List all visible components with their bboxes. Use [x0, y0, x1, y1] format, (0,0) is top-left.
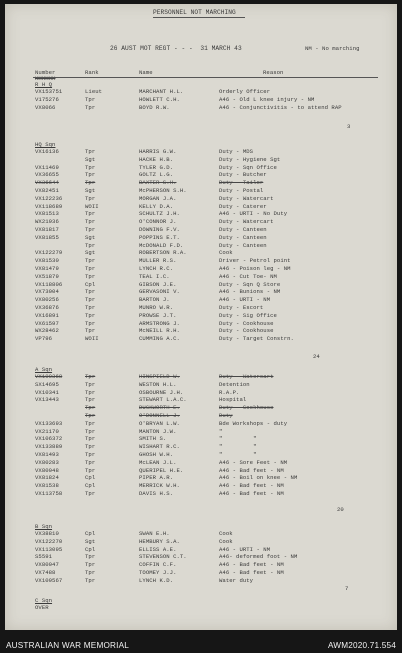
- cell-rank: Tpr: [85, 265, 96, 272]
- cell-no: VX13443: [35, 396, 59, 404]
- cell-name: PIPER A.R.: [139, 474, 174, 482]
- cell-name: GERVASONI V.: [139, 288, 180, 296]
- cell-rank: Cpl: [85, 280, 96, 288]
- cell-name: MULLER R.S.: [139, 257, 177, 265]
- cell-no: V175276: [35, 95, 59, 103]
- cell-name: SWAN E.H.: [139, 530, 170, 537]
- cell-reason: Driver - Petrol point: [219, 257, 291, 265]
- cell-name: OSBOURNE J.H.: [139, 388, 184, 396]
- cell-reason: Duty - Tailor: [219, 179, 264, 187]
- cell-reason: Duty - Cookhouse: [219, 327, 274, 335]
- cell-no: VX80048: [35, 466, 59, 474]
- cell-rank: Sgt: [85, 249, 96, 257]
- cell-reason: Detention: [219, 380, 250, 388]
- cell-reason: A46 - Old L knee injury - NM: [219, 95, 315, 103]
- cell-reason: Cook: [219, 249, 233, 257]
- cell-rank: Sgt: [85, 233, 96, 241]
- cell-no: WX28462: [35, 327, 59, 335]
- cell-name: LYNCH K.D.: [139, 576, 174, 584]
- cell-rank: Tpr: [85, 561, 96, 569]
- cell-reason: A46- deformed foot - NM: [219, 553, 298, 561]
- cell-rank: WOII: [85, 335, 99, 343]
- cell-no: VX100368: [35, 373, 63, 380]
- cell-rank: Tpr: [85, 194, 96, 202]
- cell-no: VX118689: [35, 202, 63, 210]
- cell-reason: Duty - Cookhouse: [219, 404, 274, 412]
- cell-reason: Duty - Canteen: [219, 226, 267, 233]
- cell-reason: Duty - Sqn Office: [219, 163, 277, 171]
- cell-reason: A46 - URTI - NM: [219, 545, 271, 553]
- cell-name: LYNCH R.C.: [139, 265, 174, 272]
- cell-no: VX8066: [35, 103, 56, 111]
- cell-reason: Orderly Officer: [219, 88, 271, 95]
- cell-name: STEWART L.A.C.: [139, 396, 187, 404]
- cell-reason: Duty - Hygiene Sgt: [219, 155, 281, 163]
- cell-rank: Tpr: [85, 272, 96, 280]
- cell-rank: Tpr: [85, 490, 96, 497]
- cell-rank: Tpr: [85, 380, 96, 388]
- cell-reason: Cook: [219, 530, 233, 537]
- cell-name: ROBERTSON R.A.: [139, 249, 187, 257]
- cell-rank: Sgt: [85, 155, 96, 163]
- cell-name: ELLISS A.E.: [139, 545, 177, 553]
- cell-name: PROWSE J.T.: [139, 311, 177, 319]
- cell-no: VX36644: [35, 179, 59, 187]
- cell-name: O'CONNOR J.: [139, 218, 177, 226]
- cell-rank: Tpr: [85, 373, 96, 380]
- cell-name: TEAL I.C.: [139, 272, 170, 280]
- cell-reason: Bde Workshops - duty: [219, 419, 288, 427]
- document-subtitle: 26 AUST MOT REGT - - - 31 MARCH 43: [110, 45, 242, 52]
- cell-no: VP796: [35, 335, 53, 343]
- cell-name: HACKE H.B.: [139, 155, 174, 163]
- cell-no: VX51879: [35, 272, 59, 280]
- cell-rank: Cpl: [85, 530, 96, 537]
- title-underline: [153, 17, 245, 18]
- cell-name: McPHERSON S.H.: [139, 187, 187, 194]
- page-total-b-sqn: 7: [345, 585, 349, 592]
- cell-rank: Tpr: [85, 458, 96, 466]
- cell-rank: Tpr: [85, 466, 96, 474]
- cell-no: VX73004: [35, 288, 59, 296]
- cell-rank: Tpr: [85, 226, 96, 233]
- cell-no: VX81538: [35, 482, 59, 490]
- cell-name: GIBSON J.E.: [139, 280, 177, 288]
- cell-no: VX118806: [35, 280, 63, 288]
- cell-no: VX80047: [35, 561, 59, 569]
- cell-rank: Sgt: [85, 537, 96, 545]
- cell-rank: Sgt: [85, 187, 96, 194]
- cell-rank: Tpr: [85, 257, 96, 265]
- cell-name: DOWNING F.V.: [139, 226, 180, 233]
- cell-no: VX109567: [35, 576, 63, 584]
- cell-no: VX61597: [35, 319, 59, 327]
- cell-no: VX38810: [35, 530, 59, 537]
- cell-name: WESTON H.L.: [139, 380, 177, 388]
- cell-name: MANTON J.W.: [139, 427, 177, 435]
- cell-reason: Duty - Sig Office: [219, 311, 277, 319]
- cell-name: ARMSTRONG J.: [139, 319, 180, 327]
- cell-name: MARCHANT H.L.: [139, 88, 184, 95]
- cell-rank: Tpr: [85, 210, 96, 218]
- cell-no: VX81824: [35, 474, 59, 482]
- cell-name: KELLY D.A.: [139, 202, 174, 210]
- cell-no: S5591: [35, 553, 53, 561]
- footer-archive: AUSTRALIAN WAR MEMORIAL: [6, 641, 130, 650]
- cell-no: VX81479: [35, 265, 59, 272]
- cell-reason: A46 - Bad feet - NM: [219, 561, 284, 569]
- section-title: HQ Sqn: [35, 141, 56, 148]
- cell-reason: Duty - Target Constrn.: [219, 335, 294, 343]
- cell-rank: Tpr: [85, 404, 96, 412]
- cell-no: VX36876: [35, 304, 59, 311]
- col-header-number: Number: [35, 69, 56, 76]
- col-header-reason: Reason: [263, 69, 284, 76]
- cell-reason: A46 - Bad feet - NM: [219, 490, 284, 497]
- cell-no: VX106372: [35, 435, 63, 443]
- cell-rank: Cpl: [85, 482, 96, 490]
- page-total-a-sqn: 20: [337, 506, 344, 513]
- section-title: C Sqn: [35, 597, 53, 604]
- cell-reason: A46 - Sore Feet - NM: [219, 458, 288, 466]
- cell-reason: A46 - Bad feet - NM: [219, 466, 284, 474]
- col-header-name: Name: [139, 69, 153, 76]
- cell-reason: A46 - Cut Toe- NM: [219, 272, 277, 280]
- cell-reason: " ": [219, 435, 257, 443]
- cell-no: VX7488: [35, 569, 56, 576]
- cell-no: VX81817: [35, 226, 59, 233]
- cell-rank: Tpr: [85, 218, 96, 226]
- cell-rank: Cpl: [85, 474, 96, 482]
- cell-rank: Tpr: [85, 412, 96, 419]
- cell-reason: Hospital: [219, 396, 247, 404]
- cell-name: SMITH S.: [139, 435, 167, 443]
- cell-name: HOWLETT C.H.: [139, 95, 180, 103]
- cell-rank: Tpr: [85, 304, 96, 311]
- cell-reason: Duty - MDS: [219, 148, 254, 155]
- cell-rank: Tpr: [85, 311, 96, 319]
- cell-reason: Duty - Watercart: [219, 194, 274, 202]
- cell-reason: Duty - Canteen: [219, 241, 267, 249]
- cell-rank: WOII: [85, 202, 99, 210]
- cell-rank: Tpr: [85, 319, 96, 327]
- cell-name: BAXTER S.H.: [139, 179, 177, 187]
- cell-reason: Duty - Sqn Q Store: [219, 280, 281, 288]
- cell-no: SX14695: [35, 380, 59, 388]
- cell-rank: Tpr: [85, 148, 96, 155]
- cell-name: STEVENSON C.T.: [139, 553, 187, 561]
- cell-no: VX81513: [35, 210, 59, 218]
- cell-rank: Tpr: [85, 163, 96, 171]
- cell-no: VX122279: [35, 249, 63, 257]
- cell-reason: Duty - Escort: [219, 304, 264, 311]
- cell-name: QUERIPEL H.E.: [139, 466, 184, 474]
- cell-no: OVER: [35, 604, 49, 611]
- cell-reason: A46 - Boil on knee - NM: [219, 474, 298, 482]
- cell-rank: Tpr: [85, 171, 96, 179]
- cell-no: VX82451: [35, 187, 59, 194]
- cell-name: POPPINS E.T.: [139, 233, 180, 241]
- cell-reason: Duty - Watercart: [219, 218, 274, 226]
- cell-name: MORGAN J.A.: [139, 194, 177, 202]
- cell-reason: " ": [219, 443, 257, 451]
- cell-no: VX81855: [35, 233, 59, 241]
- cell-name: O'BRYAN L.W.: [139, 419, 180, 427]
- header-rule: [33, 77, 378, 78]
- cell-reason: Duty: [219, 412, 233, 419]
- cell-rank: Tpr: [85, 327, 96, 335]
- cell-no: VX133693: [35, 419, 63, 427]
- cell-reason: Cook: [219, 537, 233, 545]
- cell-rank: Tpr: [85, 388, 96, 396]
- cell-name: GOLTZ L.G.: [139, 171, 174, 179]
- cell-no: VX36655: [35, 171, 59, 179]
- cell-no: VX81493: [35, 451, 59, 458]
- cell-no: VX21170: [35, 427, 59, 435]
- cell-reason: Duty - Canteen: [219, 233, 267, 241]
- document-page: [5, 4, 397, 630]
- cell-no: VX80283: [35, 458, 59, 466]
- cell-rank: Tpr: [85, 103, 96, 111]
- cell-name: GHOSH W.H.: [139, 451, 174, 458]
- cell-name: DAVIS H.S.: [139, 490, 174, 497]
- cell-rank: Tpr: [85, 296, 96, 304]
- cell-name: McLEAN J.L.: [139, 458, 177, 466]
- cell-reason: ": [219, 427, 223, 435]
- cell-no: WX21936: [35, 218, 59, 226]
- cell-name: O'DONNELL J.: [139, 412, 180, 419]
- cell-reason: A46 - Poison leg - NM: [219, 265, 291, 272]
- cell-rank: Cpl: [85, 545, 96, 553]
- subtitle-note: NM - No marching: [305, 45, 360, 52]
- cell-rank: Tpr: [85, 443, 96, 451]
- cell-no: VX113095: [35, 545, 63, 553]
- cell-reason: A46 - Conjunctivitis - to attend RAP: [219, 103, 342, 111]
- cell-name: McNEILL R.H.: [139, 327, 180, 335]
- cell-name: HARRIS G.W.: [139, 148, 177, 155]
- cell-name: MERRICK W.H.: [139, 482, 180, 490]
- cell-no: VX133889: [35, 443, 63, 451]
- cell-rank: Tpr: [85, 95, 96, 103]
- cell-reason: A46 - URTI - No Duty: [219, 210, 288, 218]
- cell-name: MUNRO W.R.: [139, 304, 174, 311]
- cell-reason: A46 - Bad feet - NM: [219, 569, 284, 576]
- cell-reason: Water duty: [219, 576, 254, 584]
- cell-name: CUMMING A.C.: [139, 335, 180, 343]
- cell-name: HEMBURY S.A.: [139, 537, 180, 545]
- cell-reason: A46 - Bunions - NM: [219, 288, 281, 296]
- cell-name: BOYD R.W.: [139, 103, 170, 111]
- cell-no: VX80256: [35, 296, 59, 304]
- cell-name: McDONALD F.D.: [139, 241, 184, 249]
- cell-name: COFFIN C.F.: [139, 561, 177, 569]
- cell-rank: Tpr: [85, 288, 96, 296]
- col-header-struck: XXXXXX: [35, 75, 56, 82]
- cell-rank: Lieut: [85, 88, 103, 95]
- footer-bar: [0, 637, 402, 653]
- cell-name: TYLER G.D.: [139, 163, 174, 171]
- cell-no: VX11469: [35, 163, 59, 171]
- cell-rank: Tpr: [85, 553, 96, 561]
- section-title: B Sqn: [35, 523, 53, 530]
- cell-reason: A46 - URTI - NM: [219, 296, 271, 304]
- cell-rank: Tpr: [85, 419, 96, 427]
- cell-no: VX10341: [35, 388, 59, 396]
- cell-name: DUCKWORTH E.: [139, 404, 180, 412]
- page-total-hq: 24: [313, 353, 320, 360]
- cell-reason: Duty - Caterer: [219, 202, 267, 210]
- col-header-rank: Rank: [85, 69, 99, 76]
- cell-reason: " ": [219, 451, 257, 458]
- cell-name: SCHULTZ J.H.: [139, 210, 180, 218]
- cell-reason: R.A.P.: [219, 388, 240, 396]
- section-title: A Sqn: [35, 366, 53, 373]
- cell-reason: Duty - Watercart: [219, 373, 274, 380]
- cell-reason: Duty - Butcher: [219, 171, 267, 179]
- document-title: PERSONNEL NOT MARCHING: [153, 9, 236, 16]
- cell-rank: Tpr: [85, 241, 96, 249]
- cell-no: VX81530: [35, 257, 59, 265]
- cell-no: VX16136: [35, 148, 59, 155]
- cell-rank: Tpr: [85, 569, 96, 576]
- cell-name: WISHART R.C.: [139, 443, 180, 451]
- section-title: R H Q: [35, 81, 53, 88]
- cell-no: VX16891: [35, 311, 59, 319]
- cell-no: VX122236: [35, 194, 63, 202]
- cell-rank: Tpr: [85, 435, 96, 443]
- cell-rank: Tpr: [85, 576, 96, 584]
- cell-rank: Tpr: [85, 179, 96, 187]
- cell-reason: A46 - Bad feet - NM: [219, 482, 284, 490]
- cell-name: HINSPIELD W.: [139, 373, 180, 380]
- cell-rank: Tpr: [85, 451, 96, 458]
- cell-name: TOOMEY J.J.: [139, 569, 177, 576]
- cell-reason: Duty - Postal: [219, 187, 264, 194]
- cell-no: VX122270: [35, 537, 63, 545]
- cell-no: VX113758: [35, 490, 63, 497]
- page-total-rhq: 3: [347, 123, 351, 130]
- footer-ref: AWM2020.71.554: [327, 641, 396, 650]
- cell-rank: Tpr: [85, 427, 96, 435]
- cell-reason: Duty - Cookhouse: [219, 319, 274, 327]
- cell-rank: Tpr: [85, 396, 96, 404]
- cell-no: VX153751: [35, 88, 63, 95]
- cell-name: BARTON J.: [139, 296, 170, 304]
